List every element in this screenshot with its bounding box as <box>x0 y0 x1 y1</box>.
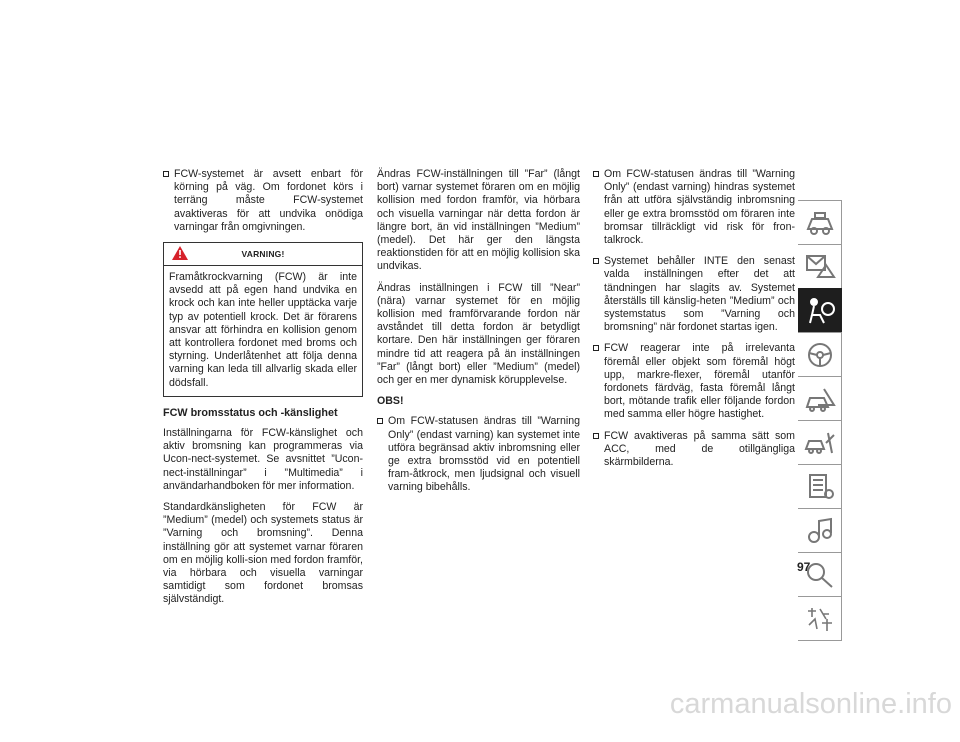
tab-specifications[interactable] <box>798 464 842 508</box>
bullet-item <box>593 255 795 334</box>
paragraph: Standardkänsligheten för FCW är ”Medium” (medel) och systemets status är ”Varning och bromsning”. Denna inställning gör att systemet varnar föraren om en möjlig kolli-sion med fordon framför, via hörbara och visuella varningar samtidigt som fordonet bromsas självständigt. <box>163 501 363 606</box>
tab-car-interior[interactable] <box>798 200 842 244</box>
warning-title: VARNING! <box>241 249 285 260</box>
warning-header <box>164 243 362 266</box>
bullet-text: Systemet behåller INTE den senast valda inställningen efter det att tändningen har slagits av. Systemet återställs till känslig-heten ”Medium” och systemstatus som ”Varning och bromsning” när fordonet startas igen. <box>604 255 795 334</box>
tab-airbag-safety[interactable] <box>798 288 842 332</box>
bullet-text: Om FCW-statusen ändras till ”Warning Only” (endast varning) kan systemet inte utföra begränsad aktiv inbromsning eller ge extra bromsstöd vid en potentiell fram-åtkrock, men ljudsignal och visuell varning bibehålls. <box>388 415 580 494</box>
bullet-square-icon <box>593 433 599 439</box>
bullet-square-icon <box>163 171 169 177</box>
bullet-text: FCW reagerar inte på irrelevanta föremål eller objekt som föremål högt upp, markre-flexer, föremål utanför fordonets färdväg, fasta föremål långt bort, mötande trafik eller följande fordon med samma eller högre hastighet. <box>604 342 795 421</box>
paragraph: Inställningarna för FCW-känslighet och aktiv bromsning kan programmeras via Ucon-nect-systemet. Se avsnittet ”Ucon-nect-inställningar” i ”Multimedia” i användarhandboken för mer information. <box>163 427 363 492</box>
tab-car-emergency[interactable] <box>798 376 842 420</box>
bullet-text: FCW-systemet är avsett enbart för körning på väg. Om fordonet körs i terräng måste FCW-systemet avaktiveras för att undvika onödiga varningar från omgivningen. <box>174 168 363 233</box>
warning-box <box>163 242 363 397</box>
paragraph: Ändras inställningen i FCW till ”Near” (nära) varnar systemet för en möjlig kollision med framförvarande fordon när avståndet till detta fordon är betydligt kortare. Den här inställningen ger föraren mindre tid att reagera på än inställningen ”Far” (långt bort) eller ”Medium” (medel) och ger en mer dynamisk körupplevelse. <box>377 281 580 387</box>
watermark: carmanualsonline.info <box>669 688 952 720</box>
bullet-item <box>593 168 795 247</box>
warning-triangle-icon <box>172 246 188 264</box>
chapter-tabs <box>798 200 842 641</box>
bullet-square-icon <box>593 258 599 264</box>
section-heading: FCW bromsstatus och -känslighet <box>163 406 338 419</box>
middle-column <box>377 168 580 503</box>
bullet-square-icon <box>593 171 599 177</box>
note-label: OBS! <box>377 395 404 408</box>
bullet-item <box>163 168 363 234</box>
bullet-text: FCW avaktiveras på samma sätt som ACC, med de otillgängliga skärmbilderna. <box>604 429 795 469</box>
page-number: 97 <box>797 560 811 574</box>
note-bullet <box>377 415 580 494</box>
bullet-square-icon <box>593 345 599 351</box>
tab-languages[interactable] <box>798 596 842 640</box>
tab-steering-wheel[interactable] <box>798 332 842 376</box>
tab-index[interactable] <box>798 552 842 596</box>
right-column <box>593 168 795 477</box>
bullet-item <box>593 342 795 421</box>
bullet-text: Om FCW-statusen ändras till ”Warning Only” (endast varning) hindras systemet från att utföra självständig inbromsning eller ge extra bromsstöd om föraren inte bromsar tillräckligt vid risk för fron-talkrock. <box>604 168 795 247</box>
bullet-item <box>593 430 795 470</box>
paragraph: Ändras FCW-inställningen till ”Far” (långt bort) varnar systemet föraren om en möjlig kollision med fordon framför, via hörbara och visuella varningar när detta fordon är längre bort, än vid inställningen ”Medium” (medel). Det här ger den längsta reaktionstiden för att en möjlig kollision ska undvikas. <box>377 168 580 273</box>
tab-warning-lights[interactable] <box>798 244 842 288</box>
warning-body: Framåtkrockvarning (FCW) är inte avsedd att på egen hand undvika en krock och kan inte heller upptäcka varje typ av potentiell krock. Det är förarens ansvar att förhindra en kollision genom att kontrollera fordonet med broms och styrning. Underlåtenhet att följa denna varning kan leda till allvarlig skada eller dödsfall. <box>169 271 357 389</box>
tab-car-service[interactable] <box>798 420 842 464</box>
left-column <box>163 168 363 615</box>
tab-multimedia[interactable] <box>798 508 842 552</box>
bullet-square-icon <box>377 418 383 424</box>
